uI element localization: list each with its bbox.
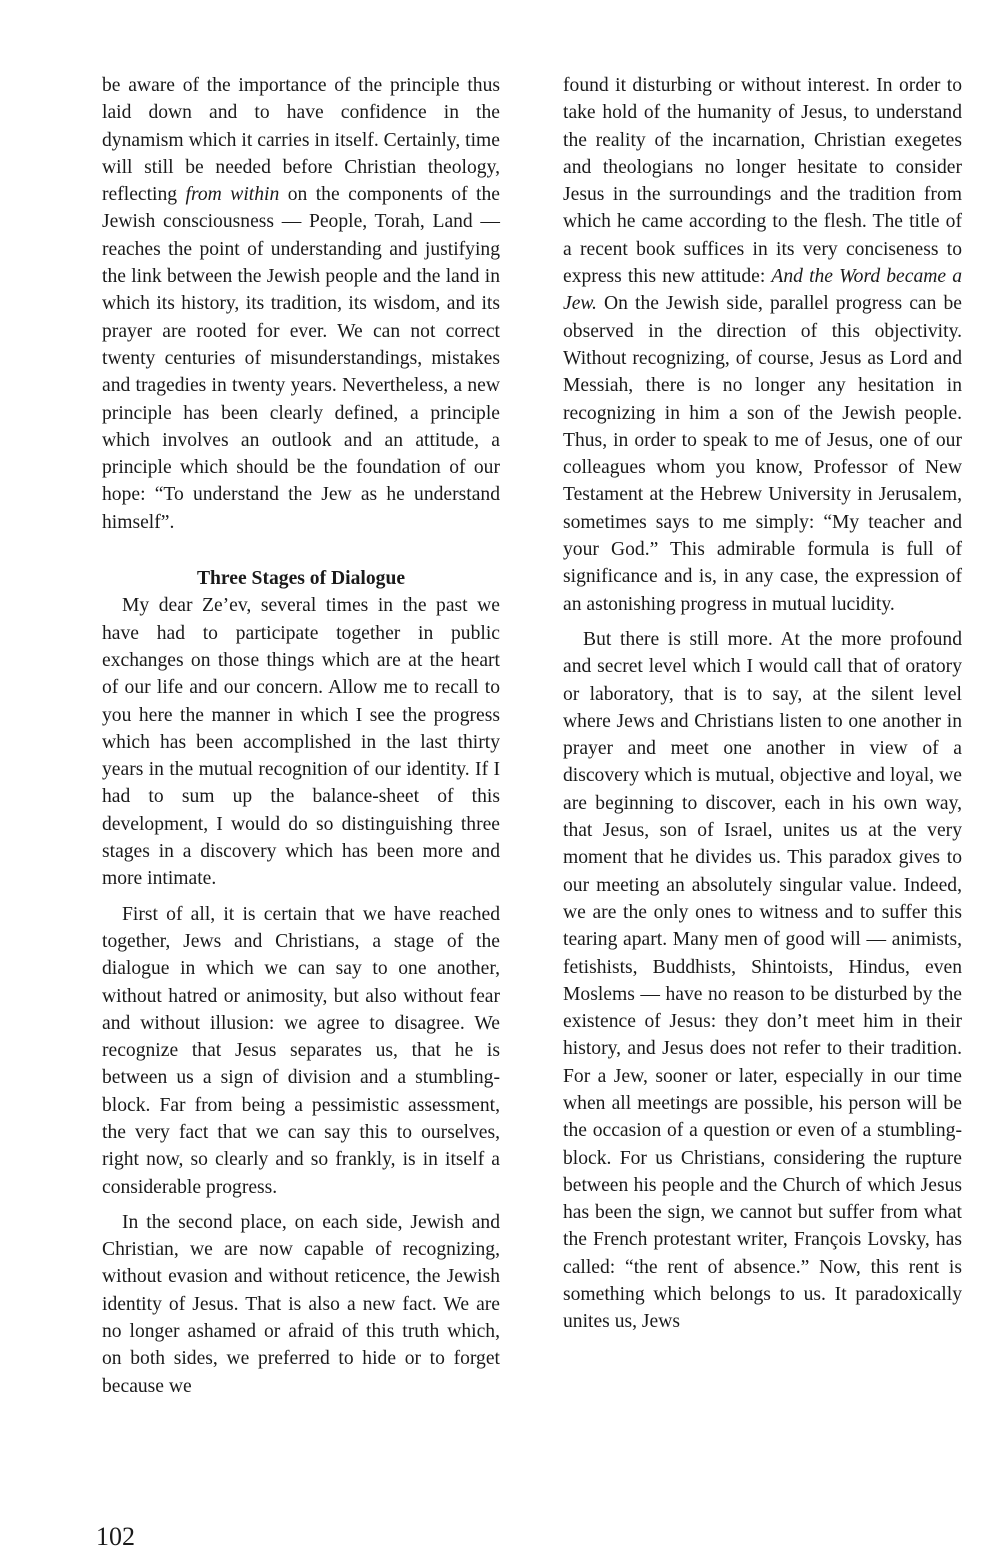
emphasis-text: from within <box>185 184 280 206</box>
paragraph: My dear Ze’ev, several times in the past we have had to participate together in public exchanges on those things which are at the heart of our life and our concern. Allow me to recall to you here the manner in which I see the progress which has been accomplished in the last thirty years in the mutual recognition of our identity. If I had to sum up the balance-sheet of this development, I would do so distinguishing three stages in a discovery which has been more and more intimate. <box>102 595 500 890</box>
paragraph-text: found it disturbing or without interest. In order to take hold of the humanity of Jesus, to understand the reality of the incarnation, Christian exegetes and theologians no longer hesitate to consider Jesus in the surroundings and the tradition from which he came according to the flesh. The title of a recent book suffices in its very conciseness to express this new attitude: <box>563 75 962 288</box>
left-column <box>102 72 500 1400</box>
page-number: 102 <box>96 1522 135 1551</box>
paragraph-text: on the components of the Jewish consciousness — People, Torah, Land — reaches the point of understanding and justifying the link between the Jewish people and the land in which its history, its tradition, its wisdom, and its prayer are rooted for ever. We can not correct twenty centuries of misunderstandings, mistakes and tragedies in twenty years. Nevertheless, a new principle has been clearly defined, a principle which involves an outlook and an attitude, a principle which should be the foundation of our hope: “To understand the Jew as he understand himself”. <box>102 184 500 533</box>
paragraph: In the second place, on each side, Jewish and Christian, we are now capable of recognizing, without evasion and without reticence, the Jewish identity of Jesus. That is also a new fact. We are no longer ashamed or afraid of this truth which, on both sides, we preferred to hide or to forget because we <box>102 1211 500 1397</box>
paragraph: But there is still more. At the more profound and secret level which I would call that of oratory or laboratory, that is to say, at the silent level where Jews and Christians listen to one another in prayer and meet one another in view of a discovery which is mutual, objective and loyal, we are beginning to discover, each in his own way, that Jesus, son of Israel, unites us at the very moment that he divides us. This paradox gives to our meeting an absolutely singular value. Indeed, we are the only ones to witness and to suffer this tearing apart. Many men of good will — animists, fetishists, Buddhists, Shintoists, Hindus, even Moslems — have no reason to be disturbed by the existence of Jesus: they don’t meet him in their history, and Jesus does not refer to their tradition. For a Jew, sooner or later, especially in our time when all meetings are possible, his person will be the occasion of a question or even of a stumbling-block. For us Christians, considering the rupture between his people and the Church of which Jesus has been the sign, we cannot but suffer from what the French protestant writer, François Lovsky, has called: “the rent of absence.” Now, this rent is something which belongs to us. It paradoxically unites us, Jews <box>563 628 962 1333</box>
right-column <box>563 72 962 1336</box>
paragraph-text: be aware of the importance of the principle thus laid down and to have confidence in the dynamism which it carries in itself. Certainly, time will still be needed before Christian theology, reflecting <box>102 75 500 206</box>
paragraph: First of all, it is certain that we have reached together, Jews and Christians, a stage of the dialogue in which we can say to one another, without hatred or animosity, but also without fear and without illusion: we agree to disagree. We recognize that Jesus separates us, that he is between us a sign of division and a stumbling-block. Far from being a pessimistic assessment, the very fact that we can say this to ourselves, right now, so clearly and so frankly, is in itself a considerable progress. <box>102 903 500 1198</box>
paragraph-text: On the Jewish side, parallel progress can be observed in the direction of this objectivity. Without recognizing, of course, Jesus as Lord and Messiah, there is no longer any hesitation in recognizing in him a son of the Jewish people. Thus, in order to speak to me of Jesus, one of our colleagues whom you know, Professor of New Testament at the Hebrew University in Jerusalem, sometimes says to me simply: “My teacher and your God.” This admirable formula is full of significance and is, in any case, the expression of an astonishing progress in mutual lucidity. <box>563 293 962 615</box>
paragraph <box>563 72 962 618</box>
emphasis-text: And the Word became a Jew. <box>563 266 962 315</box>
paragraph <box>102 72 500 536</box>
section-heading: Three Stages of Dialogue <box>196 568 406 590</box>
